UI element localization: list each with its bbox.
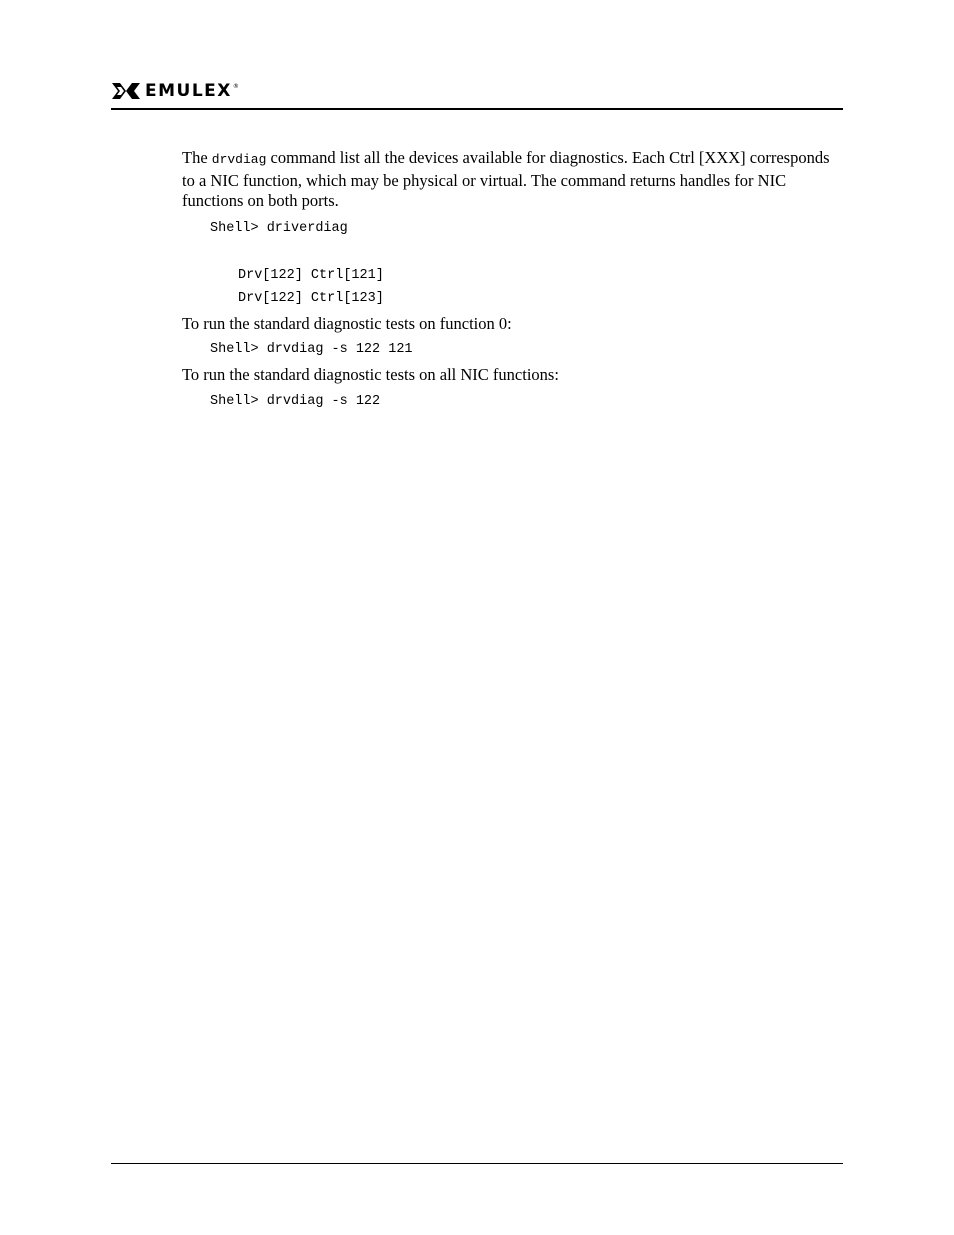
intro-suffix: command list all the devices available for diagnostics. Each Ctrl [XXX] corresponds to a NIC function, which may be physical or virtual. The command returns handles for NIC functions on both ports.	[182, 148, 830, 210]
code-drvdiag-all: Shell> drvdiag -s 122	[210, 393, 381, 409]
footer-divider	[111, 1163, 843, 1164]
emulex-logo-icon	[111, 80, 141, 102]
intro-paragraph	[182, 148, 844, 212]
registered-mark: ®	[232, 83, 239, 90]
code-output-line: Drv[122] Ctrl[121]	[238, 267, 384, 283]
header-divider	[111, 108, 843, 110]
page-header	[111, 78, 843, 108]
code-output-line: Drv[122] Ctrl[123]	[238, 290, 384, 306]
main-content	[182, 148, 844, 413]
intro-prefix: The	[182, 148, 212, 167]
paragraph-function0: To run the standard diagnostic tests on function 0:	[182, 313, 512, 333]
intro-command: drvdiag	[211, 152, 267, 167]
paragraph-all-functions: To run the standard diagnostic tests on all NIC functions:	[182, 365, 559, 384]
emulex-logo	[111, 80, 239, 102]
code-drvdiag-function0: Shell> drvdiag -s 122 121	[210, 342, 413, 357]
logo-wordmark: EMULEX	[145, 81, 232, 101]
code-driverdiag: Shell> driverdiag	[210, 220, 348, 236]
